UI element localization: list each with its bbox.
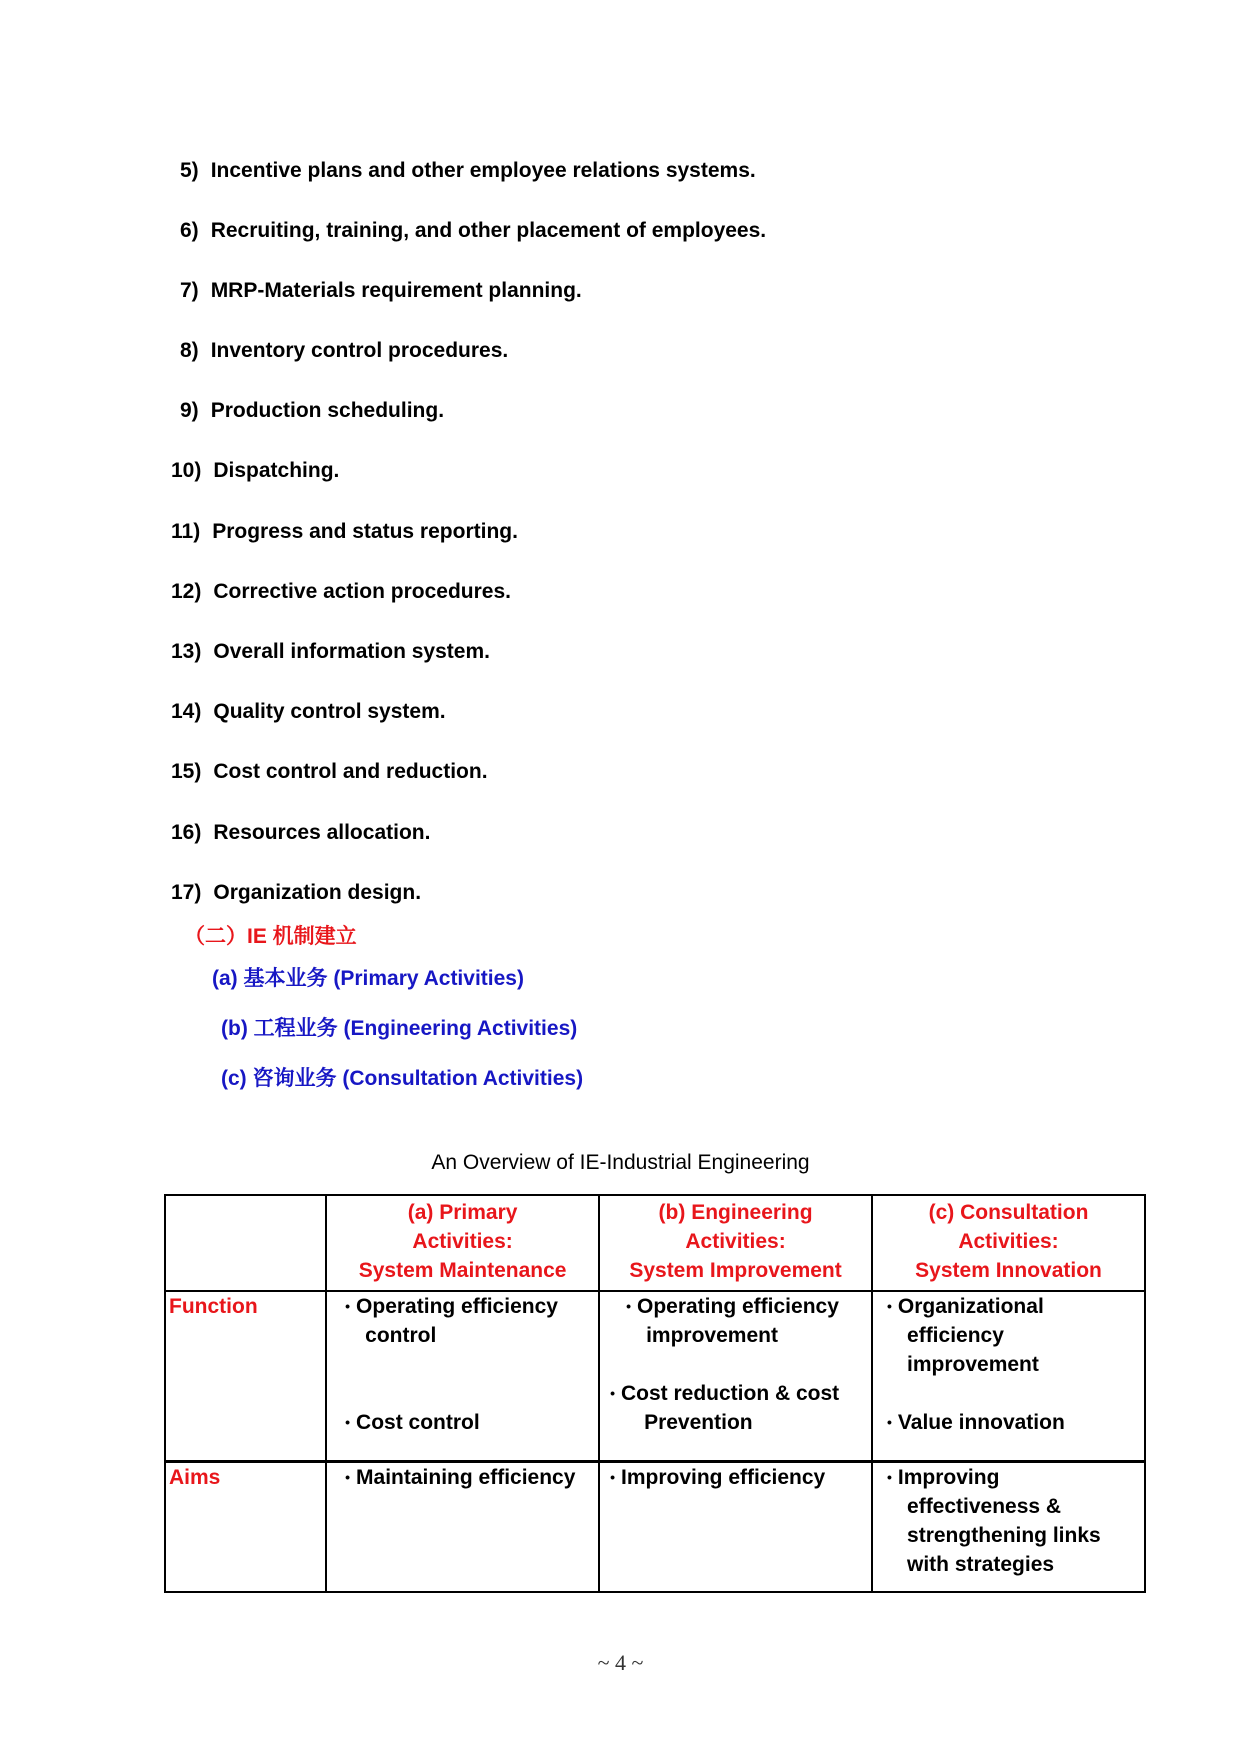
table-header-row bbox=[165, 1195, 1145, 1291]
list-item: 11) Progress and status reporting. bbox=[171, 520, 518, 543]
bullet-item: • Improving efficiency bbox=[610, 1466, 826, 1489]
row-label-function: Function bbox=[165, 1291, 326, 1462]
list-item: 8) Inventory control procedures. bbox=[180, 339, 509, 362]
ie-overview-table bbox=[164, 1194, 1146, 1593]
table-caption: An Overview of IE-Industrial Engineering bbox=[431, 1151, 810, 1174]
aims-consultation-cell bbox=[872, 1462, 1145, 1593]
header-primary: (a) Primary Activities: System Maintenance bbox=[326, 1195, 599, 1291]
header-consultation: (c) Consultation Activities: System Innovation bbox=[872, 1195, 1145, 1291]
function-primary-cell bbox=[326, 1291, 599, 1462]
list-item: 14) Quality control system. bbox=[171, 700, 446, 723]
list-item: 5) Incentive plans and other employee relations systems. bbox=[180, 159, 756, 182]
activity-consultation: (c) 咨询业务 (Consultation Activities) bbox=[221, 1067, 584, 1090]
bullet-item: • Organizational efficiency improvement bbox=[887, 1295, 1044, 1376]
row-label-aims: Aims bbox=[165, 1462, 326, 1593]
table-row-function bbox=[165, 1291, 1145, 1462]
table-row-aims bbox=[165, 1462, 1145, 1593]
bullet-item: • Cost control bbox=[345, 1411, 480, 1434]
empty-header-cell bbox=[165, 1195, 326, 1291]
list-item: 13) Overall information system. bbox=[171, 640, 490, 663]
function-consultation-cell bbox=[872, 1291, 1145, 1462]
list-item: 12) Corrective action procedures. bbox=[171, 580, 511, 603]
page-number: ~ 4 ~ bbox=[597, 1650, 644, 1675]
aims-engineering-cell bbox=[599, 1462, 872, 1593]
list-item: 6) Recruiting, training, and other placement of employees. bbox=[180, 219, 767, 242]
section-heading: （二）IE 机制建立 bbox=[184, 925, 357, 948]
list-item: 10) Dispatching. bbox=[171, 459, 340, 482]
bullet-item: • Cost reduction & cost Prevention bbox=[610, 1382, 840, 1434]
list-item: 7) MRP-Materials requirement planning. bbox=[180, 279, 582, 302]
bullet-item: • Improving effectiveness & strengthening links with strategies bbox=[887, 1466, 1101, 1576]
bullet-item: • Operating efficiency control bbox=[345, 1295, 558, 1347]
bullet-item: • Value innovation bbox=[887, 1411, 1065, 1434]
activity-primary: (a) 基本业务 (Primary Activities) bbox=[212, 967, 524, 990]
activity-engineering: (b) 工程业务 (Engineering Activities) bbox=[221, 1017, 578, 1040]
header-engineering: (b) Engineering Activities: System Improvement bbox=[599, 1195, 872, 1291]
list-item: 17) Organization design. bbox=[171, 881, 422, 904]
bullet-item: • Maintaining efficiency bbox=[345, 1466, 576, 1489]
function-engineering-cell bbox=[599, 1291, 872, 1462]
list-item: 15) Cost control and reduction. bbox=[171, 760, 488, 783]
list-item: 9) Production scheduling. bbox=[180, 399, 445, 422]
aims-primary-cell bbox=[326, 1462, 599, 1593]
list-item: 16) Resources allocation. bbox=[171, 821, 431, 844]
bullet-item: • Operating efficiency improvement bbox=[626, 1295, 839, 1347]
